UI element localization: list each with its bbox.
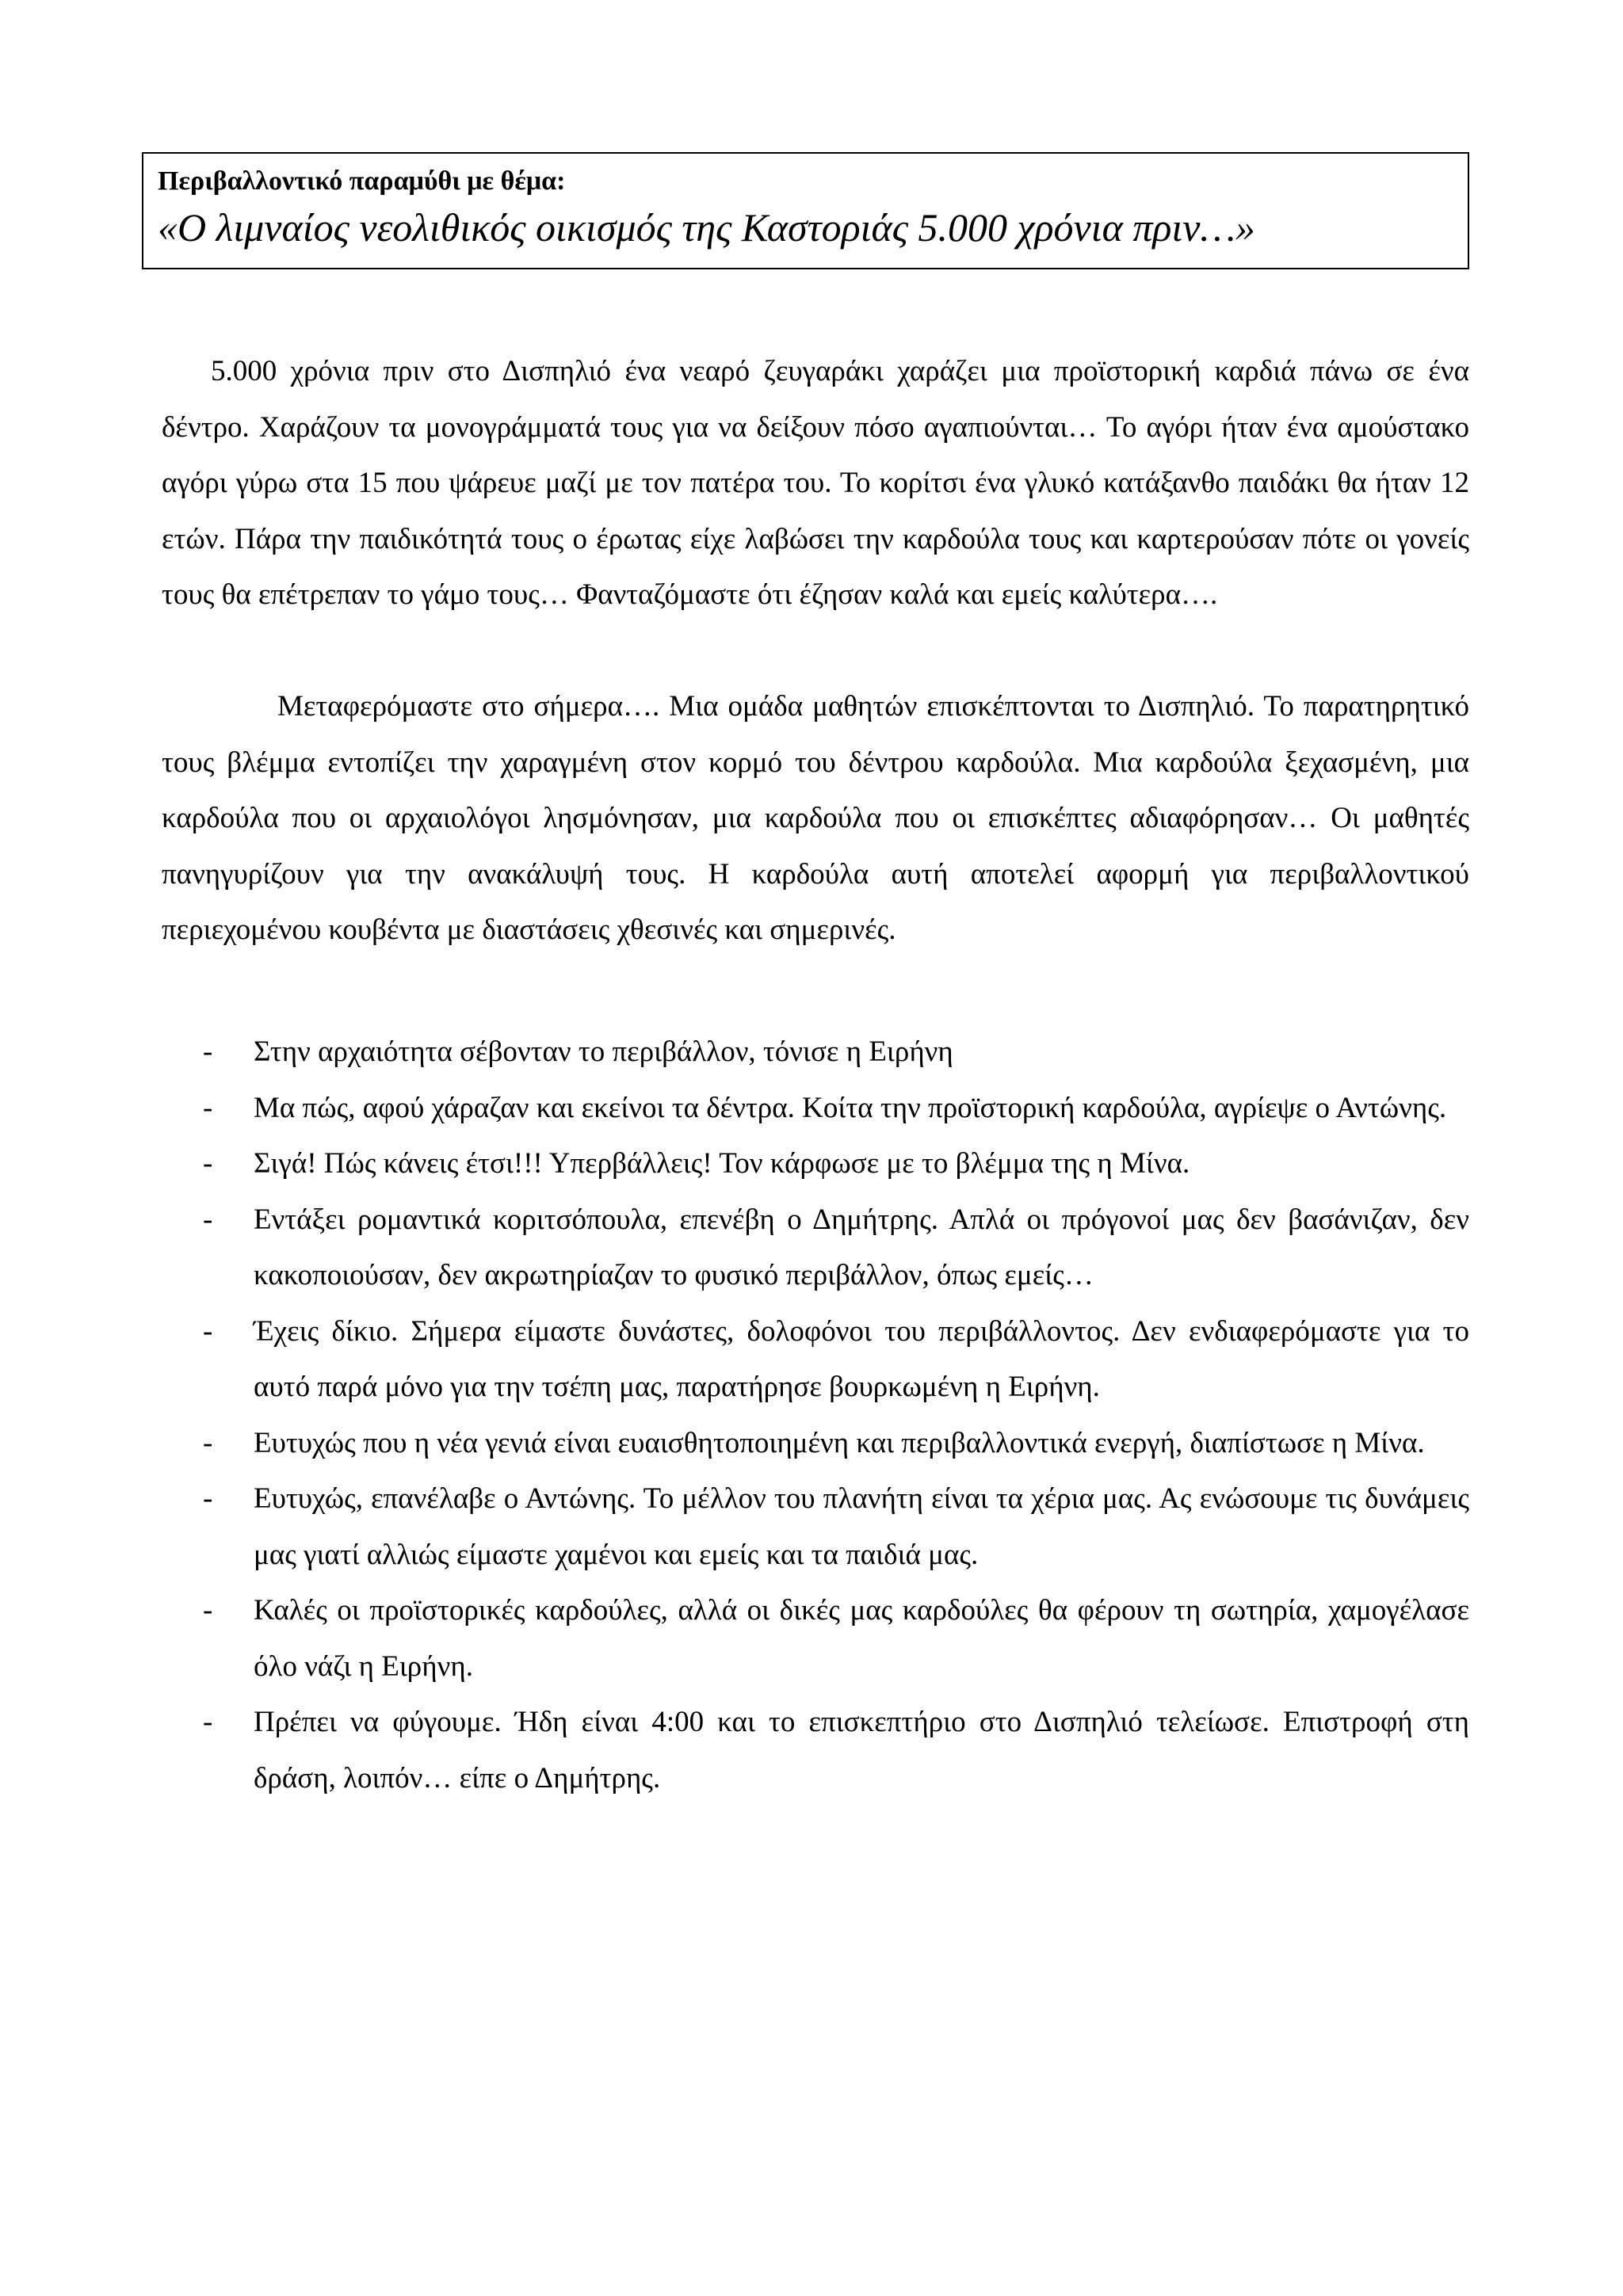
dialogue-line [162,1695,1469,1806]
dialogue-text: Μα πώς, αφού χάραζαν και εκείνοι τα δέντρα. Κοίτα την προϊστορική καρδούλα, αγρίεψε ο Αντώνης. [254,1091,1447,1124]
dialogue-text: Πρέπει να φύγουμε. Ήδη είναι 4:00 και το επισκεπτήριο στο Δισπηλιό τελείωσε. Επιστροφή στη δράση, λοιπόν… είπε ο Δημήτρης. [254,1706,1469,1794]
dialogue-dash: - [203,1594,213,1627]
dialogue-dash: - [203,1426,213,1459]
dialogue-text: Ευτυχώς που η νέα γενιά είναι ευαισθητοποιημένη και περιβαλλοντικά ενεργή, διαπίστωσε η Μίνα. [254,1426,1425,1459]
dialogue-line [162,1583,1469,1695]
dialogue-text: Ευτυχώς, επανέλαβε ο Αντώνης. Το μέλλον του πλανήτη είναι τα χέρια μας. Ας ενώσουμε τις δυνάμεις μας γιατί αλλιώς είμαστε χαμένοι και εμείς και τα παιδιά μας. [254,1482,1469,1571]
dialogue-text: Στην αρχαιότητα σέβονταν το περιβάλλον, τόνισε η Ειρήνη [254,1035,953,1068]
dialogue-line [162,1192,1469,1304]
dialogue-dash: - [203,1091,213,1124]
dialogue-line [162,1081,1469,1137]
heading-label: Περιβαλλοντικό παραμύθι με θέμα: [158,166,566,196]
dialogue-text: Σιγά! Πώς κάνεις έτσι!!! Υπερβάλλεις! Τον κάρφωσε με το βλέμμα της η Μίνα. [254,1147,1190,1180]
heading-title: «Ο λιμναίος νεολιθικός οικισμός της Καστοριάς 5.000 χρόνια πριν…» [158,205,1255,250]
dialogue-dash: - [203,1203,213,1236]
dialogue-dash: - [203,1482,213,1515]
dialogue-text: Έχεις δίκιο. Σήμερα είμαστε δυνάστες, δολοφόνοι του περιβάλλοντος. Δεν ενδιαφερόμαστε για το αυτό παρά μόνο για την τσέπη μας, παρατήρησε βουρκωμένη η Ειρήνη. [254,1314,1469,1403]
dialogue-line [162,1416,1469,1472]
dialogue-line [162,1304,1469,1416]
dialogue-line [162,1471,1469,1583]
title-box [142,152,1469,269]
dialogue-text: Εντάξει ρομαντικά κοριτσόπουλα, επενέβη ο Δημήτρης. Απλά οι πρόγονοί μας δεν βασάνιζαν, δεν κακοποιούσαν, δεν ακρωτηρίαζαν το φυσικό περιβάλλον, όπως εμείς… [254,1203,1469,1291]
dialogue-dash: - [203,1706,213,1738]
dialogue-line [162,1024,1469,1081]
dialogue-dash: - [203,1147,213,1180]
paragraph-intro: 5.000 χρόνια πριν στο Δισπηλιό ένα νεαρό ζευγαράκι χαράζει μια προϊστορική καρδιά πάνω σε ένα δέντρο. Χαράζουν τα μονογράμματά τους για να δείξουν πόσο αγαπιούνται… Το αγόρι ήταν ένα αμούστακο αγόρι γύρω στα 15 που ψάρευε μαζί με τον πατέρα του. Το κορίτσι ένα γλυκό κατάξανθο παιδάκι θα ήταν 12 ετών. Πάρα την παιδικότητά τους ο έρωτας είχε λαβώσει την καρδούλα τους και καρτερούσαν πότε οι γονείς τους θα επέτρεπαν το γάμο τους… Φανταζόμαστε ότι έζησαν καλά και εμείς καλύτερα…. [162,355,1469,611]
dialogue-line [162,1136,1469,1192]
dialogue-list [162,1024,1469,1806]
dialogue-text: Καλές οι προϊστορικές καρδούλες, αλλά οι δικές μας καρδούλες θα φέρουν τη σωτηρία, χαμογέλασε όλο νάζι η Ειρήνη. [254,1594,1469,1683]
dialogue-dash: - [203,1035,213,1068]
dialogue-dash: - [203,1314,213,1348]
paragraph-present: Μεταφερόμαστε στο σήμερα…. Μια ομάδα μαθητών επισκέπτονται το Δισπηλιό. Το παρατηρητικό τους βλέμμα εντοπίζει την χαραγμένη στον κορμό του δέντρου καρδούλα. Μια καρδούλα ξεχασμένη, μια καρδούλα που οι αρχαιολόγοι λησμόνησαν, μια καρδούλα που οι επισκέπτες αδιαφόρησαν… Οι μαθητές πανηγυρίζουν για την ανακάλυψή τους. Η καρδούλα αυτή αποτελεί αφορμή για περιβαλλοντικού περιεχομένου κουβέντα με διαστάσεις χθεσινές και σημερινές. [162,690,1469,946]
